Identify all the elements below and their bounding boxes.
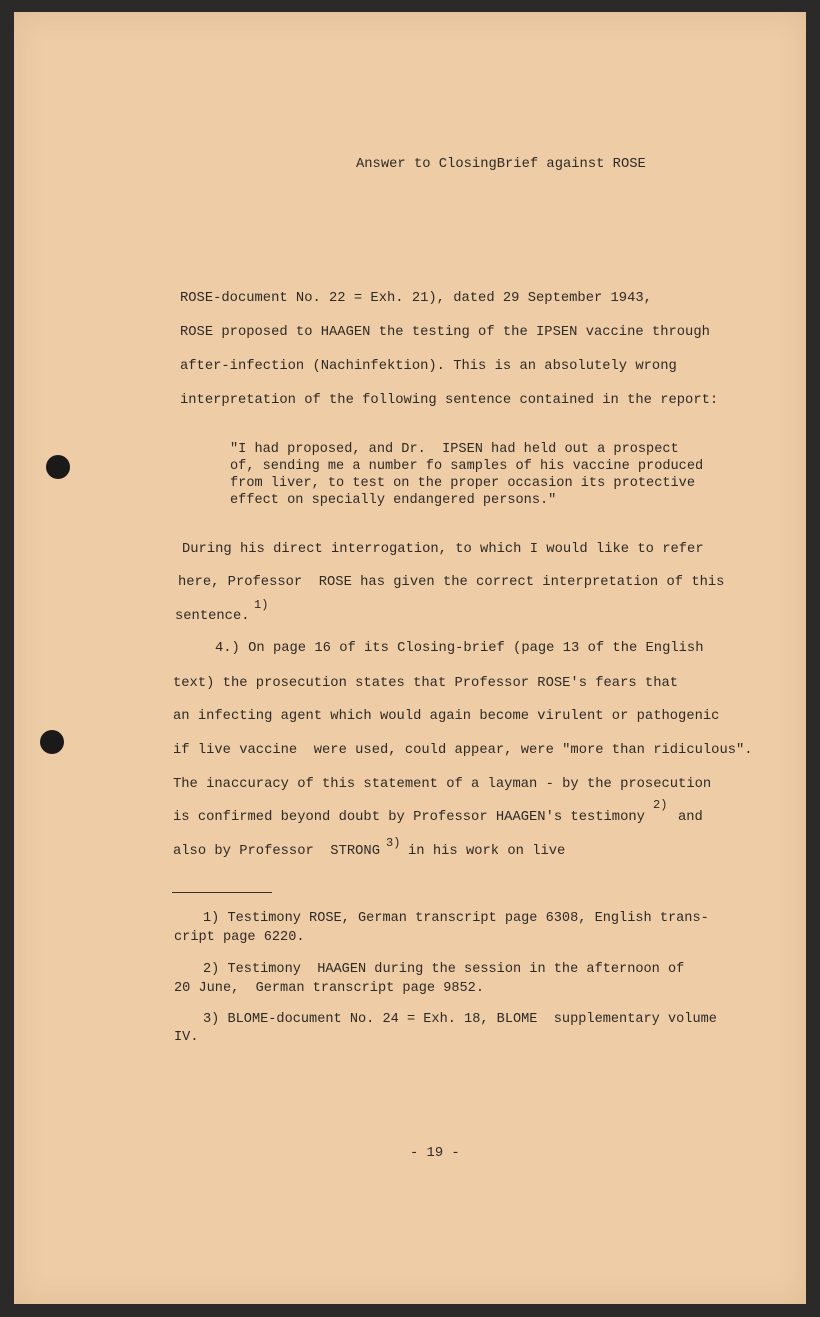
body-line: sentence. (175, 609, 250, 624)
body-line: 4.) On page 16 of its Closing-brief (page 13 of the English (215, 641, 704, 656)
body-line: in his work on live (408, 844, 566, 859)
footnote: cript page 6220. (174, 930, 305, 945)
body-line: ROSE proposed to HAAGEN the testing of the IPSEN vaccine through (180, 325, 710, 340)
document-page (14, 12, 806, 1304)
body-line: During his direct interrogation, to which I would like to refer (182, 542, 704, 557)
body-line: if live vaccine were used, could appear, were "more than ridiculous". (173, 743, 753, 758)
body-line: and (678, 810, 703, 825)
footnote: IV. (174, 1030, 199, 1045)
body-line: interpretation of the following sentence contained in the report: (180, 393, 719, 408)
punch-hole (46, 455, 70, 479)
body-line: ROSE-document No. 22 = Exh. 21), dated 29 September 1943, (180, 291, 652, 306)
footnote: 1) Testimony ROSE, German transcript page 6308, English trans- (203, 911, 709, 926)
footnote-ref-3: 3) (386, 836, 401, 850)
page-number: - 19 - (410, 1146, 460, 1161)
footnote-divider (172, 892, 272, 893)
footnote: 3) BLOME-document No. 24 = Exh. 18, BLOME supplementary volume (203, 1012, 717, 1027)
body-line: The inaccuracy of this statement of a layman - by the prosecution (173, 777, 712, 792)
body-line: an infecting agent which would again become virulent or pathogenic (173, 709, 720, 724)
footnote-ref-1: 1) (254, 598, 269, 612)
footnote: 20 June, German transcript page 9852. (174, 981, 484, 996)
body-line: here, Professor ROSE has given the correct interpretation of this (178, 575, 725, 590)
body-line: text) the prosecution states that Professor ROSE's fears that (173, 676, 679, 691)
quote-line: of, sending me a number fo samples of his vaccine produced (230, 459, 704, 474)
document-title: Answer to ClosingBrief against ROSE (356, 157, 646, 172)
footnote: 2) Testimony HAAGEN during the session in the afternoon of (203, 962, 685, 977)
quote-line: from liver, to test on the proper occasion its protective (230, 476, 695, 491)
body-line: also by Professor STRONG (173, 844, 380, 859)
body-line: after-infection (Nachinfektion). This is an absolutely wrong (180, 359, 677, 374)
quote-line: "I had proposed, and Dr. IPSEN had held out a prospect (230, 442, 679, 457)
body-line: is confirmed beyond doubt by Professor HAAGEN's testimony (173, 810, 645, 825)
footnote-ref-2: 2) (653, 798, 668, 812)
punch-hole (40, 730, 64, 754)
quote-line: effect on specially endangered persons." (230, 493, 557, 508)
